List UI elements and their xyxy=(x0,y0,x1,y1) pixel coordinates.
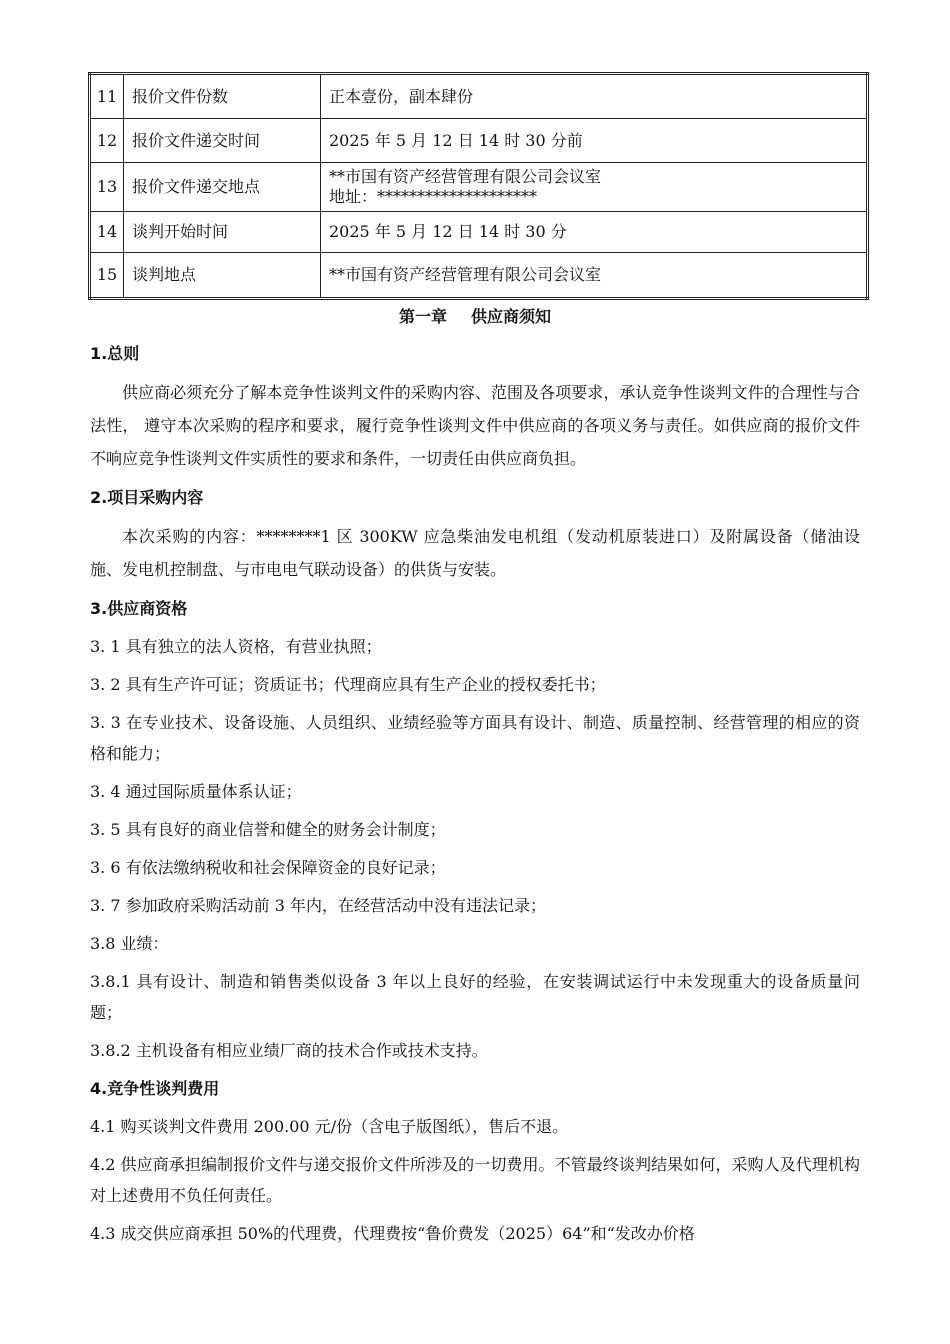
row-value: 2025 年 5 月 12 日 14 时 30 分 xyxy=(321,212,868,253)
row-number: 15 xyxy=(90,253,124,299)
row-number: 12 xyxy=(90,119,124,163)
document-body xyxy=(90,338,860,1249)
row-number: 13 xyxy=(90,163,124,212)
list-item: 3.8 业绩： xyxy=(90,934,169,953)
list-item: 3. 3 在专业技术、设备设施、人员组织、业绩经验等方面具有设计、制造、质量控制、经营管理的相应的资格和能力； xyxy=(90,713,860,763)
row-item: 报价文件递交地点 xyxy=(124,163,321,212)
list-item: 3. 7 参加政府采购活动前 3 年内，在经营活动中没有违法记录； xyxy=(90,896,546,915)
list-item: 3. 4 通过国际质量体系认证； xyxy=(90,782,302,801)
list-item: 3. 2 具有生产许可证；资质证书；代理商应具有生产企业的授权委托书； xyxy=(90,675,606,694)
section-heading: 2.项目采购内容 xyxy=(90,488,204,507)
list-item: 4.1 购买谈判文件费用 200.00 元/份（含电子版图纸），售后不退。 xyxy=(90,1117,569,1136)
table-row xyxy=(90,74,868,119)
table-row xyxy=(90,119,868,163)
info-table xyxy=(88,72,869,300)
list-item: 3. 1 具有独立的法人资格，有营业执照； xyxy=(90,637,382,656)
table-row xyxy=(90,253,868,299)
row-value-line: **市国有资产经营管理有限公司会议室 xyxy=(329,167,602,186)
table-row xyxy=(90,163,868,212)
row-item: 谈判开始时间 xyxy=(124,212,321,253)
list-item: 4.2 供应商承担编制报价文件与递交报价文件所涉及的一切费用。不管最终谈判结果如何，采购人及代理机构对上述费用不负任何责任。 xyxy=(90,1155,860,1205)
row-value: 2025 年 5 月 12 日 14 时 30 分前 xyxy=(321,119,868,163)
chapter-number: 第一章 xyxy=(398,307,447,326)
list-item: 3.8.2 主机设备有相应业绩厂商的技术合作或技术支持。 xyxy=(90,1041,488,1060)
row-number: 11 xyxy=(90,74,124,119)
section-heading: 3.供应商资格 xyxy=(90,599,188,618)
row-value xyxy=(321,163,868,212)
row-value-address: 地址：******************** xyxy=(329,187,538,206)
list-item: 4.3 成交供应商承担 50%的代理费，代理费按“鲁价费发（2025）64”和“发改办价格 xyxy=(90,1224,695,1243)
section-heading: 4.竞争性谈判费用 xyxy=(90,1079,220,1098)
chapter-name: 供应商须知 xyxy=(471,307,552,326)
row-value: **市国有资产经营管理有限公司会议室 xyxy=(321,253,868,299)
row-item: 报价文件份数 xyxy=(124,74,321,119)
list-item: 3.8.1 具有设计、制造和销售类似设备 3 年以上良好的经验，在安装调试运行中未发现重大的设备质量问题； xyxy=(90,972,860,1022)
row-item: 谈判地点 xyxy=(124,253,321,299)
row-value: 正本壹份，副本肆份 xyxy=(321,74,868,119)
row-number: 14 xyxy=(90,212,124,253)
paragraph: 本次采购的内容：********1 区 300KW 应急柴油发电机组（发动机原装进口）及附属设备（储油设施、发电机控制盘、与市电电气联动设备）的供货与安装。 xyxy=(90,527,860,579)
paragraph: 供应商必须充分了解本竞争性谈判文件的采购内容、范围及各项要求，承认竞争性谈判文件的合理性与合法性， 遵守本次采购的程序和要求，履行竞争性谈判文件中供应商的各项义务与责任。如供应商的报价文件不响应竞争性谈判文件实质性的要求和条件，一切责任由供应商负担。 xyxy=(90,383,860,468)
list-item: 3. 6 有依法缴纳税收和社会保障资金的良好记录； xyxy=(90,858,446,877)
list-item: 3. 5 具有良好的商业信誉和健全的财务会计制度； xyxy=(90,820,446,839)
section-heading: 1.总则 xyxy=(90,344,140,363)
table-row xyxy=(90,212,868,253)
chapter-title xyxy=(0,304,950,327)
row-item: 报价文件递交时间 xyxy=(124,119,321,163)
